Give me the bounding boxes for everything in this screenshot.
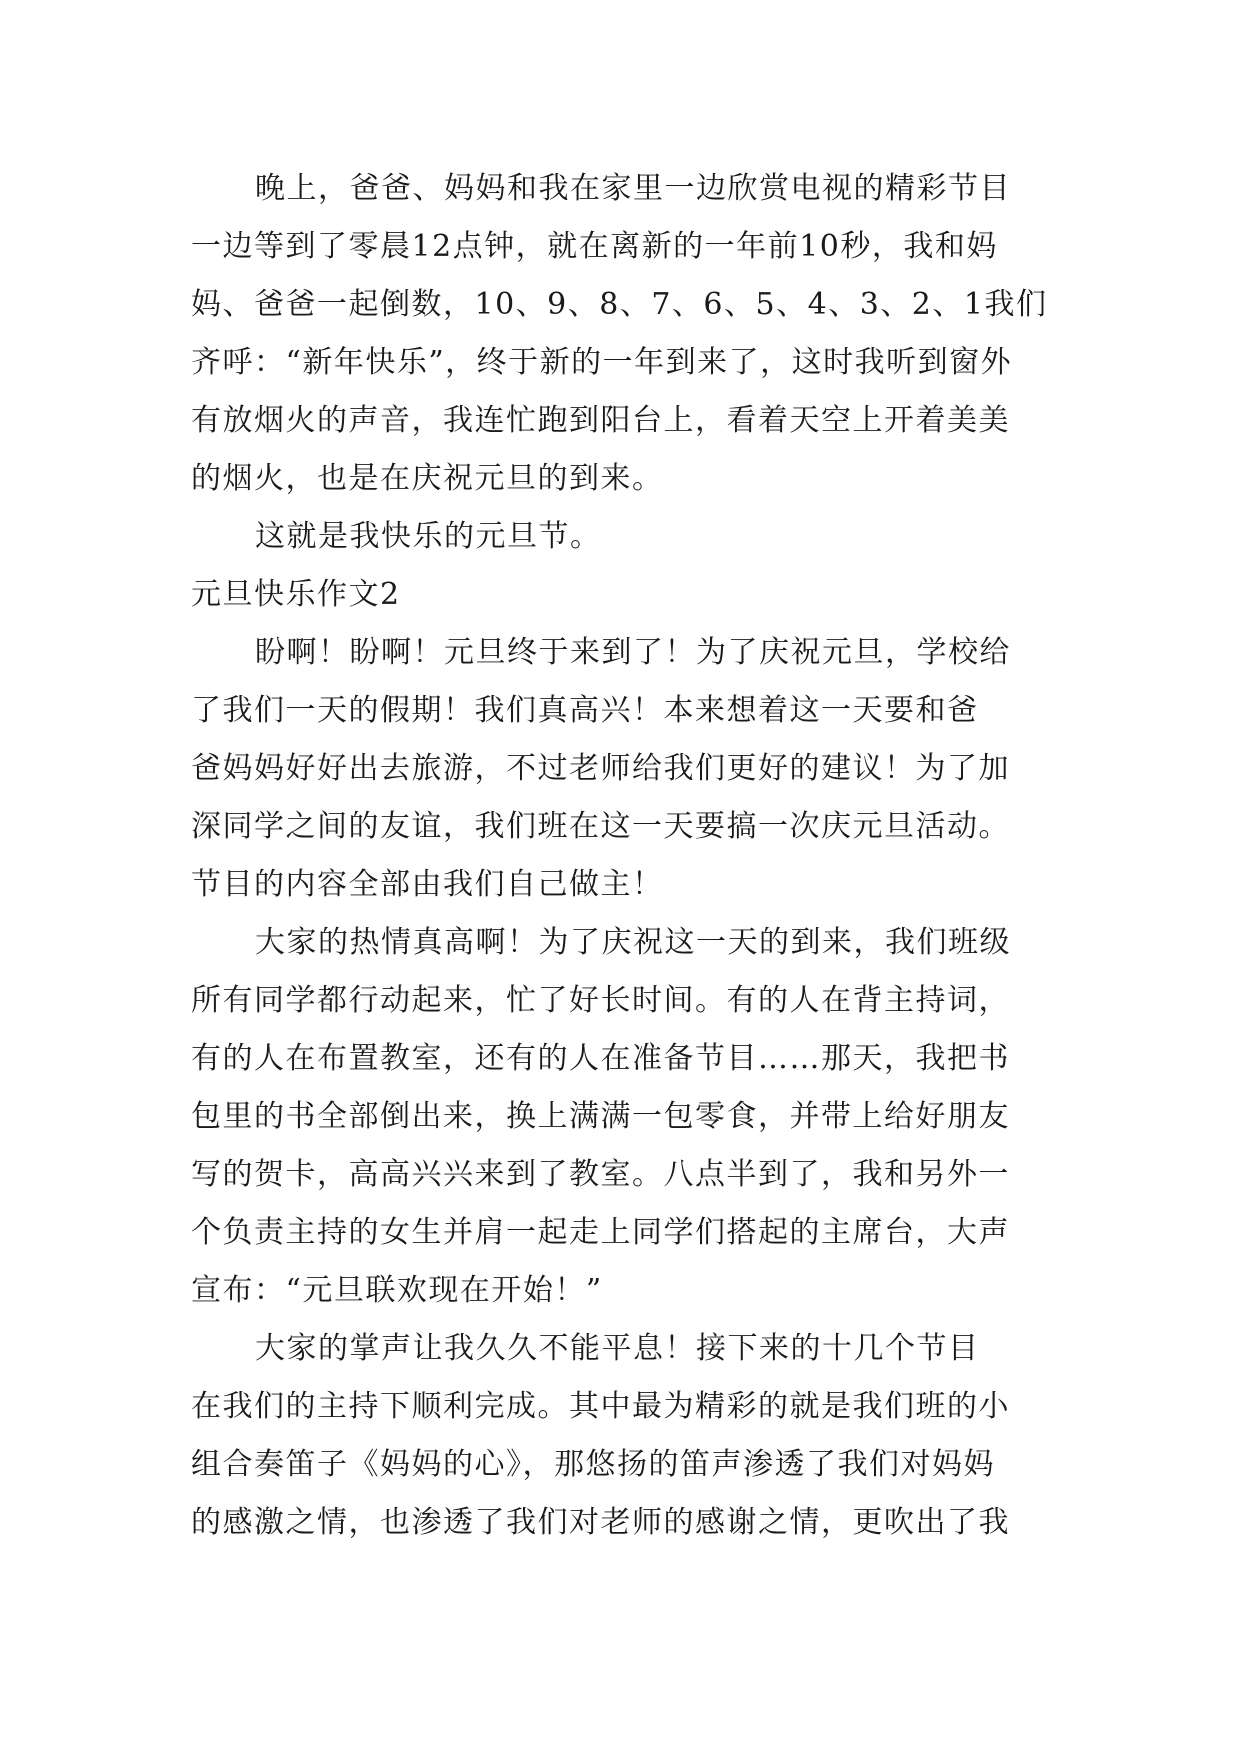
text-line: 包里的书全部倒出来，换上满满一包零食，并带上给好朋友 (191, 1099, 1010, 1134)
text-line: 晚上，爸爸、妈妈和我在家里一边欣赏电视的精彩节目 (255, 171, 1011, 206)
text-line: 个负责主持的女生并肩一起走上同学们搭起的主席台，大声 (191, 1215, 1010, 1250)
text-line: 有放烟火的声音，我连忙跑到阳台上，看着天空上开着美美 (191, 403, 1010, 438)
text-line: 写的贺卡，高高兴兴来到了教室。八点半到了，我和另外一 (191, 1157, 1010, 1192)
text-line: 爸妈妈好好出去旅游，不过老师给我们更好的建议！为了加 (191, 751, 1010, 786)
text-line: 所有同学都行动起来，忙了好长时间。有的人在背主持词， (191, 983, 1010, 1018)
text-line: 组合奏笛子《妈妈的心》，那悠扬的笛声渗透了我们对妈妈 (191, 1447, 995, 1482)
text-line: 有的人在布置教室，还有的人在准备节目……那天，我把书 (191, 1041, 1010, 1076)
essay-text (191, 160, 1071, 1552)
section-heading: 元旦快乐作文2 (191, 577, 401, 612)
text-line: 一边等到了零晨12点钟，就在离新的一年前10秒，我和妈 (191, 229, 998, 264)
text-line: 的感激之情，也渗透了我们对老师的感谢之情，更吹出了我 (191, 1505, 1010, 1540)
text-line: 妈、爸爸一起倒数，10、9、8、7、6、5、4、3、2、1我们 (191, 287, 1048, 322)
text-line: 节目的内容全部由我们自己做主！ (191, 867, 664, 902)
text-line: 这就是我快乐的元旦节。 (255, 519, 602, 554)
text-line: 大家的热情真高啊！为了庆祝这一天的到来，我们班级 (255, 925, 1011, 960)
text-line: 盼啊！盼啊！元旦终于来到了！为了庆祝元旦，学校给 (255, 635, 1011, 670)
text-line: 的烟火，也是在庆祝元旦的到来。 (191, 461, 664, 496)
text-line: 在我们的主持下顺利完成。其中最为精彩的就是我们班的小 (191, 1389, 1010, 1424)
text-line: 齐呼：“新年快乐”，终于新的一年到来了，这时我听到窗外 (191, 345, 1013, 380)
text-line: 深同学之间的友谊，我们班在这一天要搞一次庆元旦活动。 (191, 809, 1010, 844)
text-line: 了我们一天的假期！我们真高兴！本来想着这一天要和爸 (191, 693, 979, 728)
text-line: 宣布：“元旦联欢现在开始！” (191, 1273, 603, 1308)
text-line: 大家的掌声让我久久不能平息！接下来的十几个节目 (255, 1331, 980, 1366)
